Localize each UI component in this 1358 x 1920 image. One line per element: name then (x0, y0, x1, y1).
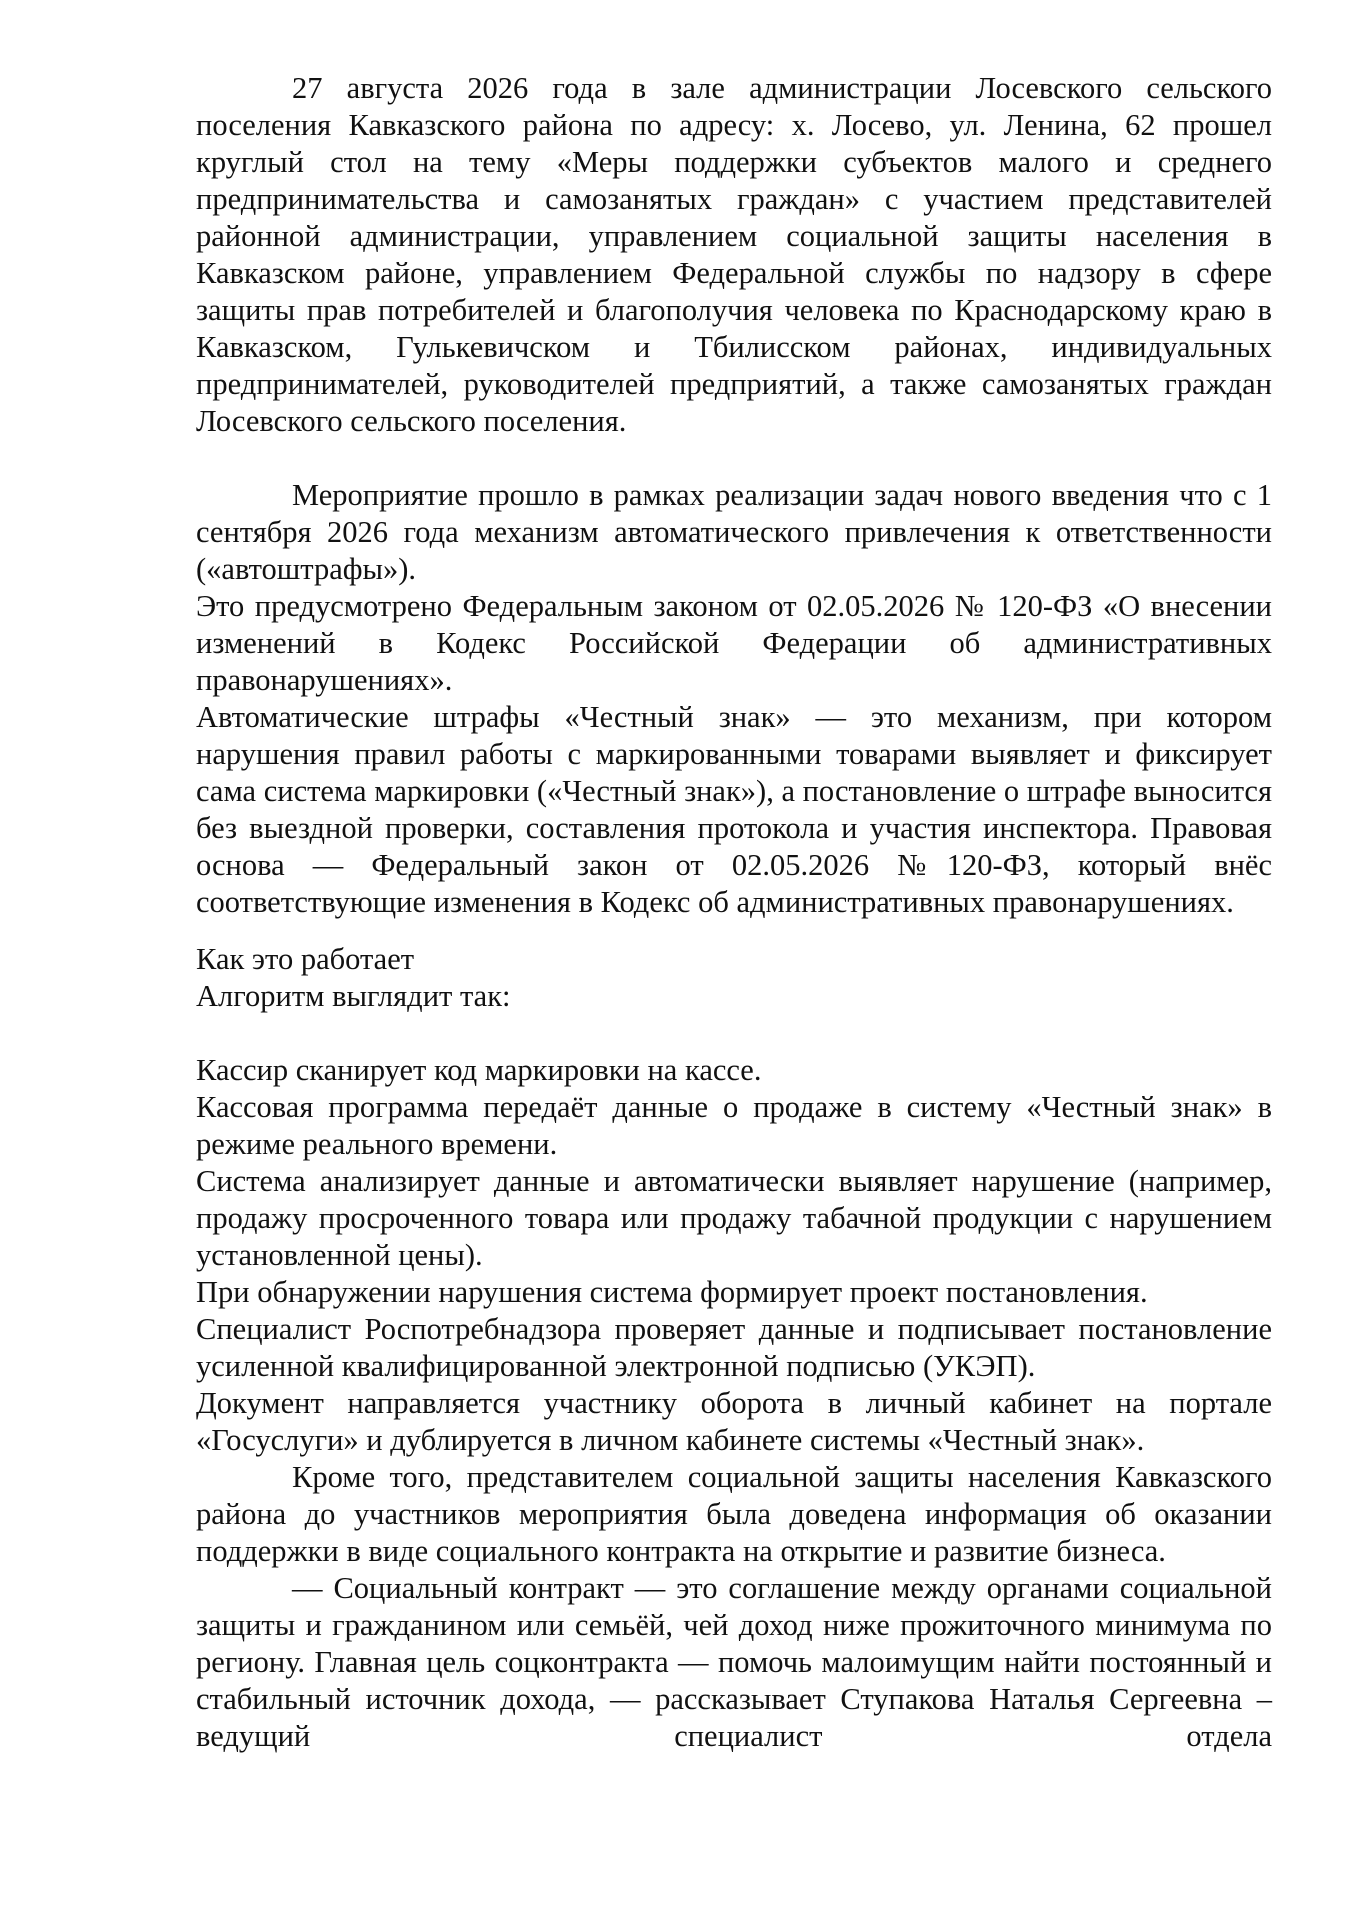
paragraph-round-table: 27 августа 2026 года в зале администрации Лосевского сельского поселения Кавказского района по адресу: х. Лосево, ул. Ленина, 62 прошел круглый стол на тему «Меры поддержки субъектов малого и среднего предпринимательства и самозанятых граждан» с участием представителей районной администрации, управлением социальной защиты населения в Кавказском районе, управлением Федеральной службы по надзору в сфере защиты прав потребителей и благополучия человека по Краснодарскому краю в Кавказском, Гулькевичском и Тбилисском районах, индивидуальных предпринимателей, руководителей предприятий, а также самозанятых граждан Лосевского сельского поселения. (196, 71, 1272, 438)
paragraph-auto-fines: Автоматические штрафы «Честный знак» — это механизм, при котором нарушения правил работы с маркированными товарами выявляет и фиксирует сама система маркировки («Честный знак»), а постановление о штрафе выносится без выездной проверки, составления протокола и участия инспектора. Правовая основа — Федеральный закон от 02.05.2026 №120-ФЗ, который внёс соответствующие изменения в Кодекс об административных правонарушениях. (196, 700, 1272, 919)
list-item-draft-resolution: При обнаружении нарушения система формирует проект постановления. (196, 1275, 1148, 1309)
list-item-cashier: Кассир сканирует код маркировки на кассе. (196, 1053, 762, 1087)
list-item-document-sent: Документ направляется участнику оборота в личный кабинет на портале «Госуслуги» и дублируется в личном кабинете системы «Честный знак». (196, 1386, 1272, 1457)
paragraph-algorithm-intro: Алгоритм выглядит так: (196, 979, 511, 1013)
list-item-specialist-signs: Специалист Роспотребнадзора проверяет данные и подписывает постановление усиленной квалифицированной электронной подписью (УКЭП). (196, 1312, 1272, 1383)
paragraph-social-support: Кроме того, представителем социальной защиты населения Кавказского района до участников мероприятия была доведена информация об оказании поддержки в виде социального контракта на открытие и развитие бизнеса. (196, 1460, 1272, 1568)
document-body (196, 70, 1272, 1755)
paragraph-social-contract: — Социальный контракт — это соглашение между органами социальной защиты и гражданином или семьёй, чей доход ниже прожиточного минимума по региону. Главная цель соцконтракта — помочь малоимущим найти постоянный и стабильный источник дохода, — рассказывает Ступакова Наталья Сергеевна – ведущий специалист отдела (196, 1571, 1272, 1753)
paragraph-federal-law: Это предусмотрено Федеральным законом от 02.05.2026 № 120-ФЗ «О внесении изменений в Кодекс Российской Федерации об административных правонарушениях». (196, 589, 1272, 697)
paragraph-event-purpose: Мероприятие прошло в рамках реализации задач нового введения что с 1 сентября 2026 года механизм автоматического привлечения к ответственности («автоштрафы»). (196, 478, 1272, 586)
list-item-cash-program: Кассовая программа передаёт данные о продаже в систему «Честный знак» в режиме реального времени. (196, 1090, 1272, 1161)
heading-how-it-works: Как это работает (196, 942, 415, 976)
list-item-system-analysis: Система анализирует данные и автоматически выявляет нарушение (например, продажу просроченного товара или продажу табачной продукции с нарушением установленной цены). (196, 1164, 1272, 1272)
